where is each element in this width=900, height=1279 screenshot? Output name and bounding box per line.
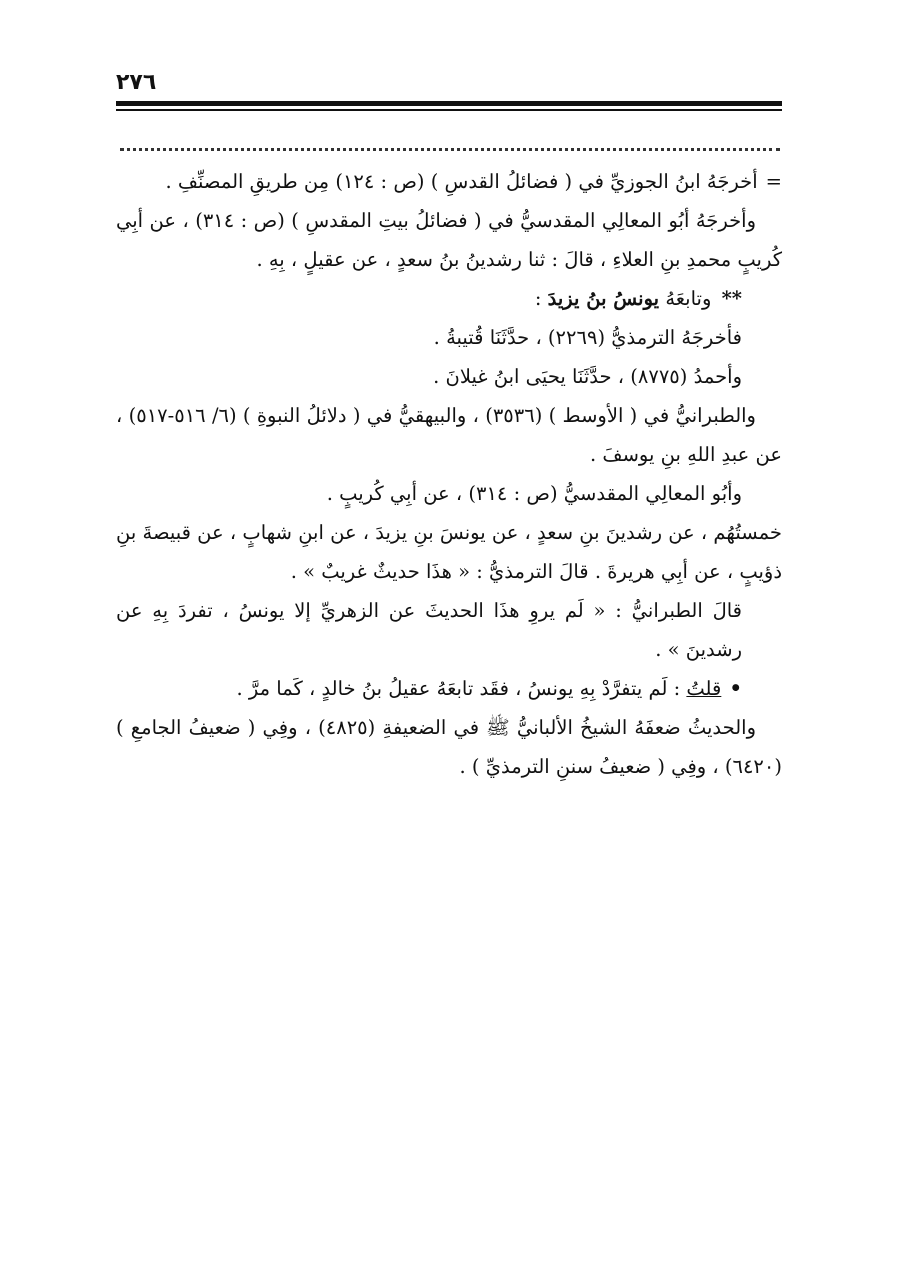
footnote-text-1: أخرجَهُ ابنُ الجوزيِّ في ( فضائلُ القدسِ ) (ص : ١٢٤) مِن طريقِ المصنِّفِ .: [165, 170, 758, 193]
footnote-body: [116, 162, 782, 786]
note-label: قلتُ: [686, 677, 722, 700]
footnote-paragraph-9: قالَ الطبرانيُّ : « لَم يروِ هذَا الحديثَ عن الزهريِّ إلا يونسُ ، تفردَ بِهِ عن رشدينَ » .: [116, 599, 742, 661]
footnote-separator: [120, 148, 780, 151]
footnote-paragraph-5: وأحمدُ (٨٧٧٥) ، حدَّثَنَا يحيَى ابنُ غيلانَ .: [433, 365, 742, 388]
footnote-paragraph-7: وأبُو المعالِي المقدسيُّ (ص : ٣١٤) ، عن أبِي كُريبٍ .: [326, 482, 742, 505]
continuation-mark: =: [765, 170, 782, 193]
bullet-mark: •: [729, 677, 742, 700]
footnote-paragraph-10: [116, 669, 782, 708]
footnote-text-3-suffix: :: [534, 287, 542, 310]
footnote-paragraph-1: [116, 162, 782, 201]
footnote-paragraph-3: [116, 279, 782, 318]
footnote-text-10: : لَم يتفرَّدْ بِهِ يونسُ ، فقَد تابعَهُ عقيلُ بنُ خالدٍ ، كَما مرَّ .: [236, 677, 681, 700]
page-number: ٢٧٦: [116, 70, 157, 95]
footnote-paragraph-4: فأخرجَهُ الترمذيُّ (٢٢٦٩) ، حدَّثَنَا قُتيبةُ .: [433, 326, 742, 349]
footnote-paragraph-2: وأخرجَهُ أبُو المعالِي المقدسيُّ في ( فضائلُ بيتِ المقدسِ ) (ص : ٣١٤) ، عن أبِي كُريبٍ محمدِ بنِ العلاءِ ، قالَ : ثنا رشدينُ بنُ سعدٍ ، عن عقيلٍ ، بِهِ .: [116, 209, 782, 271]
footnote-paragraph-8: خمستُهُم ، عن رشدينَ بنِ سعدٍ ، عن يونسَ بنِ يزيدَ ، عن ابنِ شهابٍ ، عن قبيصةَ بنِ ذؤيبٍ ، عن أبِي هريرةَ . قالَ الترمذيُّ : « هذَا حديثٌ غريبٌ » .: [116, 521, 782, 583]
footnote-text-3-prefix: وتابعَهُ: [665, 287, 712, 310]
header-rule-thick: [116, 101, 782, 106]
asterisk-mark: **: [721, 287, 742, 310]
narrator-name: يونسُ بنُ يزيدَ: [547, 287, 660, 310]
footnote-paragraph-11: والحديثُ ضعفَهُ الشيخُ الألبانيُّ ﷺ في الضعيفةِ (٤٨٢٥) ، وفِي ( ضعيفُ الجامعِ ) (٦٤٢٠) ، وفِي ( ضعيفُ سننِ الترمذيِّ ) .: [116, 716, 782, 778]
header-rule-thin: [116, 109, 782, 111]
footnote-paragraph-6: والطبرانيُّ في ( الأوسط ) (٣٥٣٦) ، والبيهقيُّ في ( دلائلُ النبوةِ ) (٦/ ٥١٦-٥١٧) ، عن عبدِ اللهِ بنِ يوسفَ .: [116, 404, 782, 466]
